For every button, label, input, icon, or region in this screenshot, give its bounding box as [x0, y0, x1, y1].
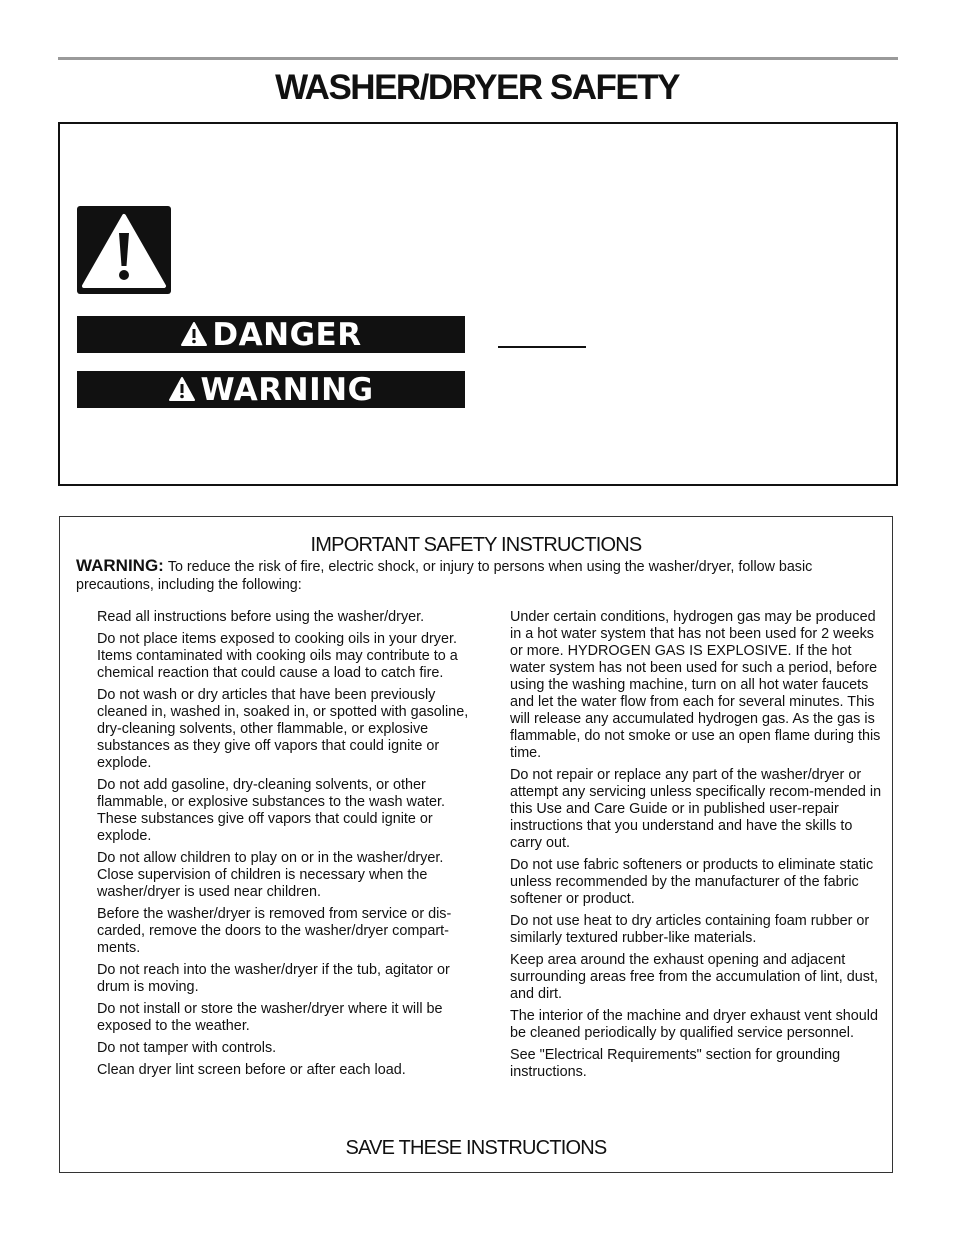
instructions-left-column [97, 609, 481, 1084]
list-item: See "Electrical Requirements" section for grounding instructions. [510, 1047, 841, 1080]
page-title: WASHER/DRYER SAFETY [275, 68, 679, 107]
list-item: Under certain conditions, hydrogen gas may be produced in a hot water system that has not been used for 2 weeks or more. HYDROGEN GAS IS EXPLOSIVE. If the hot water system has not been used for such a period, before using the washing machine, turn on all hot water faucets and let the water flow from each for several minutes. This will release any accumulated hydrogen gas. As the gas is flammable, do not smoke or use an open flame during this time. [510, 609, 881, 761]
warning-triangle-icon [77, 206, 171, 294]
warning-signal-bar [77, 371, 465, 408]
list-item: Clean dryer lint screen before or after each load. [97, 1062, 406, 1078]
list-item: Do not reach into the washer/dryer if the tub, agitator or drum is moving. [97, 962, 450, 995]
danger-signal-bar [77, 316, 465, 353]
warning-triangle-icon [180, 321, 208, 347]
list-item: Keep area around the exhaust opening and adjacent surrounding areas free from the accumulation of lint, dust, and dirt. [510, 952, 878, 1002]
warning-intro [76, 557, 876, 594]
warning-label: WARNING [200, 371, 374, 408]
warning-lead: WARNING: [76, 556, 164, 575]
list-item: Do not install or store the washer/dryer where it will be exposed to the weather. [97, 1001, 443, 1034]
top-rule [58, 57, 898, 60]
danger-label: DANGER [212, 316, 362, 353]
list-item: The interior of the machine and dryer exhaust vent should be cleaned periodically by qualified service personnel. [510, 1008, 878, 1041]
list-item: Read all instructions before using the washer/dryer. [97, 609, 425, 625]
instructions-heading: IMPORTANT SAFETY INSTRUCTIONS [310, 534, 642, 556]
instructions-right-column [510, 609, 886, 1086]
safety-message-box [58, 122, 898, 486]
list-item: Before the washer/dryer is removed from service or dis-carded, remove the doors to the washer/dryer compart-ments. [97, 906, 452, 956]
warning-intro-text: To reduce the risk of fire, electric shock, or injury to persons when using the washer/dryer, follow basic precautions, including the following: [76, 559, 813, 593]
list-item: Do not use fabric softeners or products to eliminate static unless recommended by the manufacturer of the fabric softener or product. [510, 857, 874, 907]
underline-mark [498, 346, 586, 348]
list-item: Do not repair or replace any part of the washer/dryer or attempt any servicing unless specifically recom-mended in this Use and Care Guide or in published user-repair instructions that you understand and have the skills to carry out. [510, 767, 882, 851]
list-item: Do not tamper with controls. [97, 1040, 277, 1056]
list-item: Do not wash or dry articles that have been previously cleaned in, washed in, soaked in, or spotted with gasoline, dry-cleaning solvents, other flammable, or explosive substances as they give off vapors that could ignite or explode. [97, 687, 469, 771]
save-instructions-heading: SAVE THESE INSTRUCTIONS [345, 1137, 607, 1159]
list-item: Do not place items exposed to cooking oils in your dryer. Items contaminated with cooking oils may contribute to a chemical reaction that could cause a load to catch fire. [97, 631, 458, 681]
warning-triangle-icon [168, 376, 196, 402]
list-item: Do not add gasoline, dry-cleaning solvents, or other flammable, or explosive substances to the wash water. These substances give off vapors that could ignite or explode. [97, 777, 445, 844]
list-item: Do not use heat to dry articles containing foam rubber or similarly textured rubber-like materials. [510, 913, 870, 946]
list-item: Do not allow children to play on or in the washer/dryer. Close supervision of children is necessary when the washer/dryer is used near children. [97, 850, 444, 900]
safety-instructions-box [59, 516, 893, 1173]
